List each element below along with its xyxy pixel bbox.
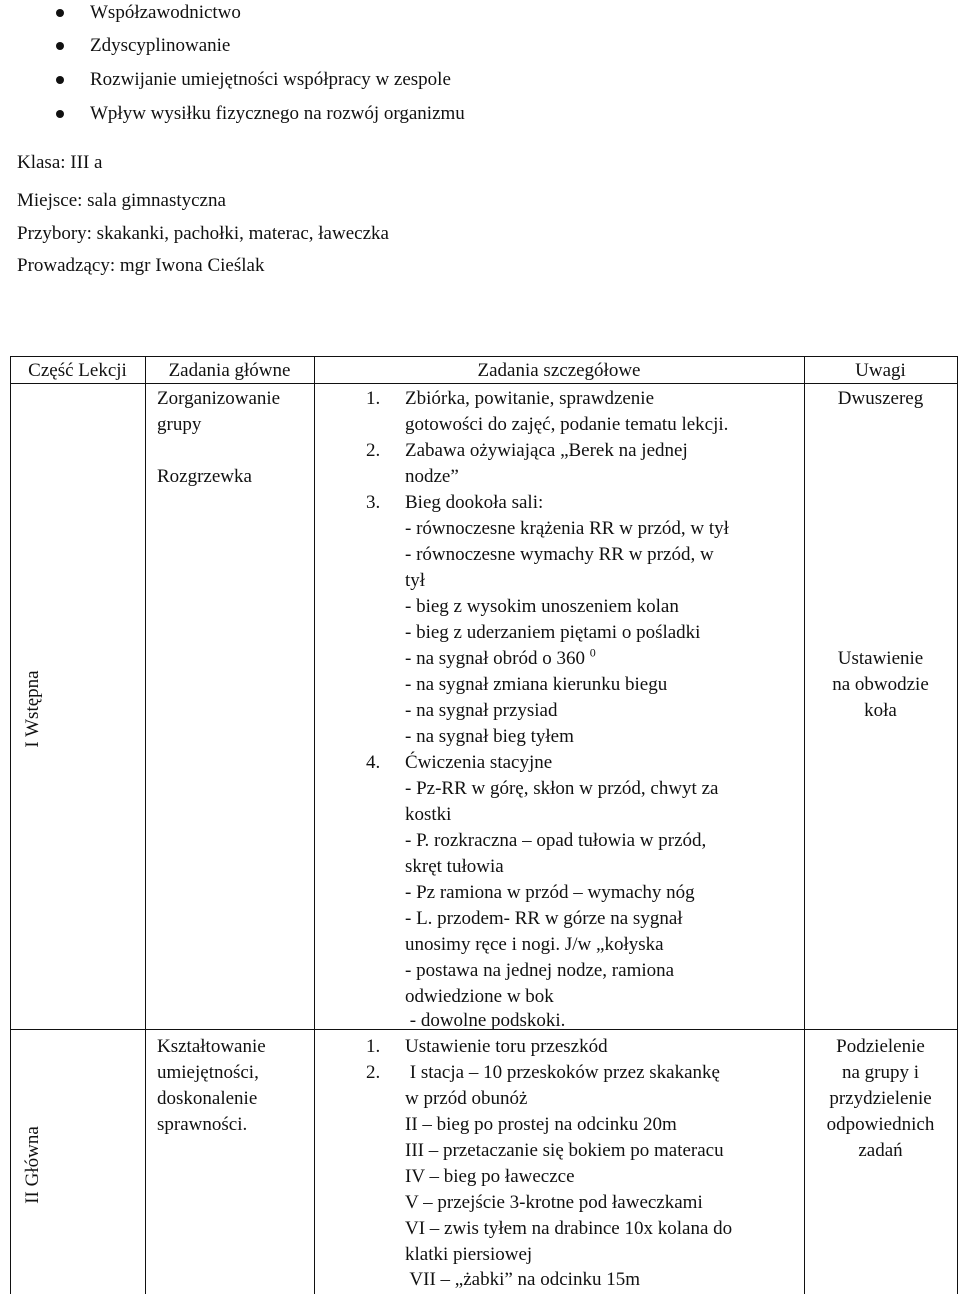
item-line: gotowości do zajęć, podanie tematu lekcji.: [405, 414, 729, 435]
teacher-info: Prowadzący: mgr Iwona Cieślak: [17, 255, 265, 276]
item-number: 2.: [366, 1062, 381, 1083]
note-line: Dwuszereg: [837, 388, 924, 409]
goal-item: Rozwijanie umiejętności współpracy w zespole: [90, 67, 451, 93]
note-line: na obwodzie: [832, 674, 929, 695]
item-line: w przód obunóż: [405, 1088, 528, 1109]
item-line: - równoczesne wymachy RR w przód, w: [405, 544, 714, 565]
main-task-line: doskonalenie: [157, 1088, 258, 1109]
item-line: nodze”: [405, 466, 459, 487]
item-line: V – przejście 3-krotne pod ławeczkami: [405, 1192, 703, 1213]
place-info: Miejsce: sala gimnastyczna: [17, 190, 226, 211]
item-line: Zbiórka, powitanie, sprawdzenie: [405, 388, 655, 409]
item-line: - P. rozkraczna – opad tułowia w przód,: [405, 830, 707, 851]
item-line: VI – zwis tyłem na drabince 10x kolana do: [405, 1218, 733, 1239]
item-line-degrees: [405, 646, 596, 672]
item-line: - bieg z uderzaniem piętami o pośladki: [405, 622, 701, 643]
table-border: [10, 356, 11, 1294]
item-line: Ćwiczenia stacyjne: [405, 752, 553, 773]
item-number: 1.: [366, 388, 381, 409]
item-line: odwiedzione w bok: [405, 986, 554, 1007]
item-line: - na sygnał zmiana kierunku biegu: [405, 674, 668, 695]
item-number: 2.: [366, 440, 381, 461]
item-line: Zabawa ożywiająca „Berek na jednej: [405, 440, 688, 461]
table-border: [145, 356, 146, 1294]
item-line: - Pz-RR w górę, skłon w przód, chwyt za: [405, 778, 719, 799]
degree-superscript: 0: [589, 645, 596, 660]
item-line: - Pz ramiona w przód – wymachy nóg: [405, 882, 695, 903]
item-line: - na sygnał przysiad: [405, 700, 558, 721]
item-number: 4.: [366, 752, 381, 773]
header-main-tasks: Zadania główne: [168, 360, 291, 381]
item-line: - dowolne podskoki.: [405, 1010, 566, 1031]
table-border: [10, 356, 958, 357]
table-border: [957, 356, 958, 1294]
note-line: na grupy i: [841, 1062, 920, 1083]
item-line: VII – „żabki” na odcinku 15m: [405, 1269, 640, 1290]
item-line: - postawa na jednej nodze, ramiona: [405, 960, 675, 981]
main-task-line: Zorganizowanie: [157, 388, 281, 409]
main-task-line: sprawności.: [157, 1114, 248, 1135]
item-line: - na sygnał obród o 360: [405, 648, 585, 669]
class-info: Klasa: III a: [17, 152, 103, 173]
part-main-label: II Główna: [22, 1126, 43, 1204]
header-notes: Uwagi: [855, 360, 906, 381]
note-line: zadań: [858, 1140, 903, 1161]
item-line: - bieg z wysokim unoszeniem kolan: [405, 596, 679, 617]
item-line: IV – bieg po ławeczce: [405, 1166, 575, 1187]
item-line: tył: [405, 570, 426, 591]
item-line: Ustawienie toru przeszkód: [405, 1036, 608, 1057]
item-line: I stacja – 10 przeskoków przez skakankę: [405, 1062, 720, 1083]
item-line: - L. przodem- RR w górze na sygnał: [405, 908, 683, 929]
main-task-line: Rozgrzewka: [157, 466, 252, 487]
header-part: Część Lekcji: [28, 360, 127, 381]
note-line: przydzielenie: [829, 1088, 932, 1109]
part-intro-label: I Wstępna: [22, 670, 43, 748]
goal-item: Zdyscyplinowanie: [90, 33, 230, 59]
item-line: kostki: [405, 804, 452, 825]
main-task-line: grupy: [157, 414, 202, 435]
note-line: Ustawienie: [837, 648, 924, 669]
table-border: [314, 356, 315, 1294]
note-line: koła: [864, 700, 897, 721]
item-line: skręt tułowia: [405, 856, 504, 877]
item-line: - równoczesne krążenia RR w przód, w tył: [405, 518, 729, 539]
item-line: III – przetaczanie się bokiem po materacu: [405, 1140, 724, 1161]
equipment-info: Przybory: skakanki, pachołki, materac, ławeczka: [17, 223, 389, 244]
main-task-line: Kształtowanie: [157, 1036, 266, 1057]
item-line: II – bieg po prostej na odcinku 20m: [405, 1114, 677, 1135]
item-line: Bieg dookoła sali:: [405, 492, 544, 513]
item-number: 3.: [366, 492, 381, 513]
item-line: klatki piersiowej: [405, 1244, 533, 1265]
goal-item: Wpływ wysiłku fizycznego na rozwój organizmu: [90, 101, 465, 127]
note-line: odpowiednich: [826, 1114, 935, 1135]
item-line: unosimy ręce i nogi. J/w „kołyska: [405, 934, 664, 955]
item-number: 1.: [366, 1036, 381, 1057]
main-task-line: umiejętności,: [157, 1062, 259, 1083]
note-line: Podzielenie: [836, 1036, 925, 1057]
header-detailed-tasks: Zadania szczegółowe: [477, 360, 641, 381]
goal-item: Współzawodnictwo: [90, 0, 241, 26]
item-line: - na sygnał bieg tyłem: [405, 726, 574, 747]
